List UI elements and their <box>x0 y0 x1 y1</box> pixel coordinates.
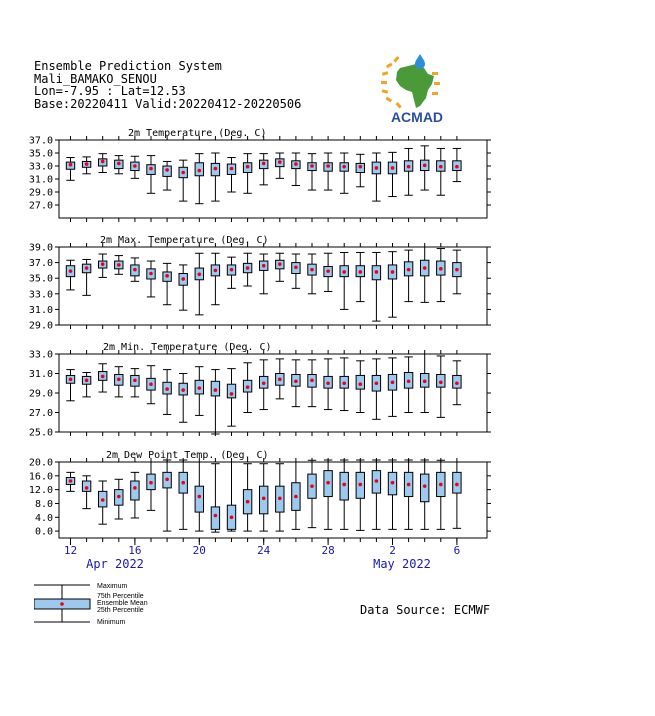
box-day-21 <box>388 252 396 318</box>
mean-marker <box>375 270 379 274</box>
mean-marker <box>165 477 169 481</box>
y-tick-label: 39.0 <box>28 242 53 254</box>
mean-marker <box>117 495 121 499</box>
box-day-22 <box>404 460 412 529</box>
box-day-17 <box>324 153 332 190</box>
box-day-13 <box>260 464 268 531</box>
y-tick-label: 27.0 <box>28 408 53 419</box>
mean-marker <box>85 266 89 270</box>
mean-marker <box>214 388 218 392</box>
box-day-15 <box>292 360 300 407</box>
mean-marker <box>262 381 266 385</box>
iqr-box <box>227 384 235 398</box>
mean-marker <box>423 380 427 384</box>
box-day-12 <box>243 154 251 194</box>
box-day-23 <box>421 247 429 302</box>
box-day-23 <box>421 354 429 413</box>
box-day-18 <box>340 460 348 529</box>
y-tick-label: 25.0 <box>28 427 53 439</box>
mean-marker <box>375 479 379 483</box>
box-day-8 <box>179 160 187 201</box>
box-day-3 <box>99 154 107 173</box>
panel-title: 2m Max. Temperature (Deg. C) <box>100 235 269 246</box>
panel-title: 2m Temperature (Deg. C) <box>128 128 267 139</box>
box-day-10 <box>211 464 219 532</box>
legend-mean-label: Ensemble Mean <box>97 600 148 607</box>
y-tick-label: 29.0 <box>28 187 53 199</box>
mean-marker <box>149 167 153 171</box>
box-day-23 <box>421 460 429 529</box>
mean-marker <box>85 379 89 383</box>
mean-marker <box>69 479 73 483</box>
mean-marker <box>246 385 250 389</box>
box-day-20 <box>372 359 380 419</box>
legend <box>34 583 194 628</box>
panel-title: 2m Min. Temperature (Deg. C) <box>103 342 272 353</box>
mean-marker <box>407 268 411 272</box>
panel-3 <box>29 342 491 439</box>
box-day-16 <box>308 460 316 527</box>
panel-frame <box>59 140 487 218</box>
y-tick-label: 31.0 <box>28 369 53 380</box>
panel-2 <box>29 235 491 332</box>
box-day-19 <box>356 460 364 530</box>
mean-marker <box>133 379 137 383</box>
box-day-3 <box>99 254 107 277</box>
y-tick-label: 16.0 <box>28 471 53 483</box>
box-day-13 <box>260 254 268 294</box>
box-day-24 <box>437 460 445 529</box>
box-day-22 <box>404 148 412 195</box>
box-day-13 <box>260 360 268 410</box>
mean-marker <box>85 162 89 166</box>
mean-marker <box>246 500 250 504</box>
box-day-5 <box>131 258 139 281</box>
box-day-17 <box>324 460 332 529</box>
box-day-8 <box>179 374 187 423</box>
box-day-19 <box>356 154 364 187</box>
mean-marker <box>133 164 137 168</box>
mean-marker <box>214 514 218 518</box>
y-tick-label: 29.0 <box>28 388 53 400</box>
box-day-13 <box>260 154 268 185</box>
mean-marker <box>278 160 282 164</box>
box-day-9 <box>195 367 203 416</box>
box-day-21 <box>388 460 396 529</box>
y-tick-label: 35.0 <box>28 273 53 285</box>
iqr-box <box>131 481 139 500</box>
mean-marker <box>342 381 346 385</box>
header-station: Mali_BAMAKO_SENOU <box>34 71 157 86</box>
box-day-10 <box>211 153 219 201</box>
panel-frame <box>59 354 487 432</box>
mean-marker <box>198 495 202 499</box>
box-day-16 <box>308 254 316 294</box>
y-tick-label: 0.0 <box>34 526 53 538</box>
mean-marker <box>230 515 234 519</box>
legend-minimum-label: Minimum <box>97 619 126 626</box>
mean-marker <box>326 164 330 168</box>
data-source: Data Source: ECMWF <box>360 603 491 617</box>
mean-marker <box>85 486 89 490</box>
y-tick-label: 29.0 <box>28 320 53 332</box>
box-day-20 <box>372 460 380 529</box>
box-day-11 <box>227 158 235 192</box>
mean-marker <box>326 269 330 273</box>
mean-marker <box>423 164 427 168</box>
mean-marker <box>149 382 153 386</box>
mean-marker <box>294 495 298 499</box>
box-day-14 <box>276 464 284 531</box>
y-tick-label: 27.0 <box>28 200 53 212</box>
box-day-25 <box>453 462 461 528</box>
mean-marker <box>342 270 346 274</box>
box-day-10 <box>211 370 219 434</box>
mean-marker <box>262 162 266 166</box>
box-day-15 <box>292 153 300 186</box>
mean-marker <box>181 481 185 485</box>
mean-marker <box>117 378 121 382</box>
iqr-box <box>195 486 203 512</box>
legend-p75-label: 75th Percentile <box>97 593 144 600</box>
legend-mean-marker <box>60 602 64 606</box>
mean-marker <box>181 171 185 175</box>
mean-marker <box>230 167 234 171</box>
box-day-22 <box>404 250 412 301</box>
box-day-9 <box>195 462 203 531</box>
y-tick-label: 33.0 <box>28 349 53 361</box>
month-label-may: May 2022 <box>373 557 431 571</box>
iqr-box <box>211 507 219 529</box>
legend-p25-label: 25th Percentile <box>97 607 144 614</box>
box-day-18 <box>340 153 348 193</box>
mean-marker <box>69 269 73 273</box>
box-day-19 <box>356 252 364 301</box>
mean-marker <box>407 483 411 487</box>
y-tick-label: 12.0 <box>28 485 53 497</box>
mean-marker <box>117 162 121 166</box>
box-day-12 <box>243 464 251 531</box>
y-tick-label: 20.0 <box>28 457 53 469</box>
box-day-11 <box>227 462 235 531</box>
mean-marker <box>149 272 153 276</box>
mean-marker <box>101 160 105 164</box>
mean-marker <box>294 265 298 269</box>
mean-marker <box>101 375 105 379</box>
box-day-5 <box>131 472 139 518</box>
y-tick-label: 4.0 <box>34 512 53 524</box>
mean-marker <box>359 270 363 274</box>
mean-marker <box>101 498 105 502</box>
box-day-2 <box>82 157 90 174</box>
x-tick-label: 20 <box>192 544 206 557</box>
box-day-7 <box>163 263 171 304</box>
mean-marker <box>455 165 459 169</box>
y-tick-label: 37.0 <box>28 135 53 147</box>
box-day-24 <box>437 249 445 302</box>
y-tick-label: 8.0 <box>34 498 53 510</box>
box-day-4 <box>115 367 123 397</box>
mean-marker <box>455 483 459 487</box>
x-tick-label: 24 <box>257 544 271 557</box>
box-day-16 <box>308 360 316 407</box>
mean-marker <box>423 484 427 488</box>
box-day-8 <box>179 460 187 529</box>
box-day-24 <box>437 148 445 195</box>
box-day-4 <box>115 256 123 275</box>
mean-marker <box>149 481 153 485</box>
box-day-14 <box>276 253 284 281</box>
box-day-1 <box>66 472 74 491</box>
mean-marker <box>375 381 379 385</box>
box-day-25 <box>453 361 461 405</box>
mean-marker <box>359 165 363 169</box>
box-day-5 <box>131 156 139 178</box>
mean-marker <box>133 268 137 272</box>
box-day-15 <box>292 254 300 288</box>
header-dates: Base:20220411 Valid:20220412-20220506 <box>34 96 302 111</box>
mean-marker <box>181 388 185 392</box>
box-day-15 <box>292 462 300 529</box>
mean-marker <box>439 380 443 384</box>
box-day-18 <box>340 358 348 411</box>
box-day-5 <box>131 369 139 397</box>
box-day-2 <box>82 259 90 295</box>
box-day-20 <box>372 252 380 321</box>
mean-marker <box>326 481 330 485</box>
mean-marker <box>262 496 266 500</box>
mean-marker <box>69 378 73 382</box>
panel-title: 2m Dew Point Temp. (Deg. C) <box>106 450 269 461</box>
mean-marker <box>294 380 298 384</box>
mean-marker <box>278 496 282 500</box>
mean-marker <box>278 378 282 382</box>
x-tick-label: 12 <box>63 544 78 557</box>
box-day-16 <box>308 154 316 190</box>
panel-4 <box>29 450 491 542</box>
box-day-14 <box>276 359 284 399</box>
box-day-18 <box>340 252 348 309</box>
box-day-4 <box>115 479 123 519</box>
legend-maximum-label: Maximum <box>97 583 128 590</box>
mean-marker <box>455 381 459 385</box>
box-day-6 <box>147 366 155 404</box>
mean-marker <box>246 266 250 270</box>
box-day-6 <box>147 156 155 194</box>
mean-marker <box>310 484 314 488</box>
mean-marker <box>214 269 218 273</box>
mean-marker <box>391 380 395 384</box>
box-day-1 <box>66 158 74 181</box>
mean-marker <box>294 162 298 166</box>
box-day-10 <box>211 253 219 304</box>
box-day-19 <box>356 361 364 413</box>
mean-marker <box>198 169 202 173</box>
mean-marker <box>165 168 169 172</box>
mean-marker <box>165 274 169 278</box>
box-day-8 <box>179 265 187 310</box>
mean-marker <box>310 268 314 272</box>
box-day-2 <box>82 476 90 509</box>
box-day-2 <box>82 373 90 397</box>
box-day-11 <box>227 257 235 288</box>
mean-marker <box>310 379 314 383</box>
box-day-22 <box>404 357 412 413</box>
mean-marker <box>455 268 459 272</box>
x-tick-label: 6 <box>453 544 461 557</box>
month-label-april: Apr 2022 <box>86 557 144 571</box>
mean-marker <box>439 267 443 271</box>
header-title: Ensemble Prediction System <box>34 59 222 73</box>
box-day-21 <box>388 152 396 196</box>
box-day-1 <box>66 370 74 401</box>
box-day-7 <box>163 460 171 531</box>
mean-marker <box>262 264 266 268</box>
box-day-6 <box>147 462 155 510</box>
header-coordinates: Lon=-7.95 : Lat=12.53 <box>34 84 186 98</box>
y-tick-label: 33.0 <box>28 161 53 173</box>
x-tick-label: 28 <box>321 544 335 557</box>
x-tick-label: 2 <box>389 544 396 557</box>
mean-marker <box>359 382 363 386</box>
y-tick-label: 33.0 <box>28 289 53 301</box>
y-tick-label: 31.0 <box>28 304 53 316</box>
mean-marker <box>133 486 137 490</box>
mean-marker <box>278 262 282 266</box>
mean-marker <box>342 165 346 169</box>
mean-marker <box>165 387 169 391</box>
box-day-21 <box>388 358 396 417</box>
box-day-1 <box>66 260 74 290</box>
mean-marker <box>69 163 73 167</box>
y-tick-label: 37.0 <box>28 258 53 270</box>
box-day-14 <box>276 153 284 178</box>
mean-marker <box>375 166 379 170</box>
mean-marker <box>230 392 234 396</box>
y-tick-label: 31.0 <box>28 174 53 186</box>
mean-marker <box>439 483 443 487</box>
x-tick-label: 16 <box>128 544 142 557</box>
mean-marker <box>181 277 185 281</box>
y-tick-label: 35.0 <box>28 148 53 160</box>
panel-1 <box>29 128 491 222</box>
box-day-9 <box>195 154 203 204</box>
box-day-23 <box>421 146 429 190</box>
box-day-12 <box>243 363 251 413</box>
mean-marker <box>198 273 202 277</box>
mean-marker <box>198 386 202 390</box>
mean-marker <box>391 270 395 274</box>
mean-marker <box>439 165 443 169</box>
box-day-24 <box>437 356 445 417</box>
mean-marker <box>407 380 411 384</box>
mean-marker <box>391 481 395 485</box>
mean-marker <box>214 167 218 171</box>
mean-marker <box>423 266 427 270</box>
box-day-7 <box>163 161 171 190</box>
mean-marker <box>359 483 363 487</box>
mean-marker <box>326 381 330 385</box>
mean-marker <box>101 262 105 266</box>
box-day-7 <box>163 370 171 415</box>
mean-marker <box>310 164 314 168</box>
box-day-11 <box>227 369 235 427</box>
panel-frame <box>59 247 487 325</box>
mean-marker <box>246 165 250 169</box>
mean-marker <box>407 165 411 169</box>
box-day-12 <box>243 253 251 286</box>
box-day-17 <box>324 253 332 291</box>
mean-marker <box>117 263 121 267</box>
box-day-6 <box>147 261 155 297</box>
box-day-9 <box>195 253 203 315</box>
mean-marker <box>391 166 395 170</box>
box-day-17 <box>324 359 332 410</box>
logo-text: ACMAD <box>390 109 444 125</box>
mean-marker <box>230 268 234 272</box>
mean-marker <box>342 483 346 487</box>
iqr-box <box>356 375 364 389</box>
box-day-25 <box>453 148 461 181</box>
box-day-20 <box>372 153 380 201</box>
box-day-3 <box>99 481 107 524</box>
box-day-3 <box>99 364 107 392</box>
box-day-25 <box>453 250 461 294</box>
box-day-4 <box>115 156 123 174</box>
